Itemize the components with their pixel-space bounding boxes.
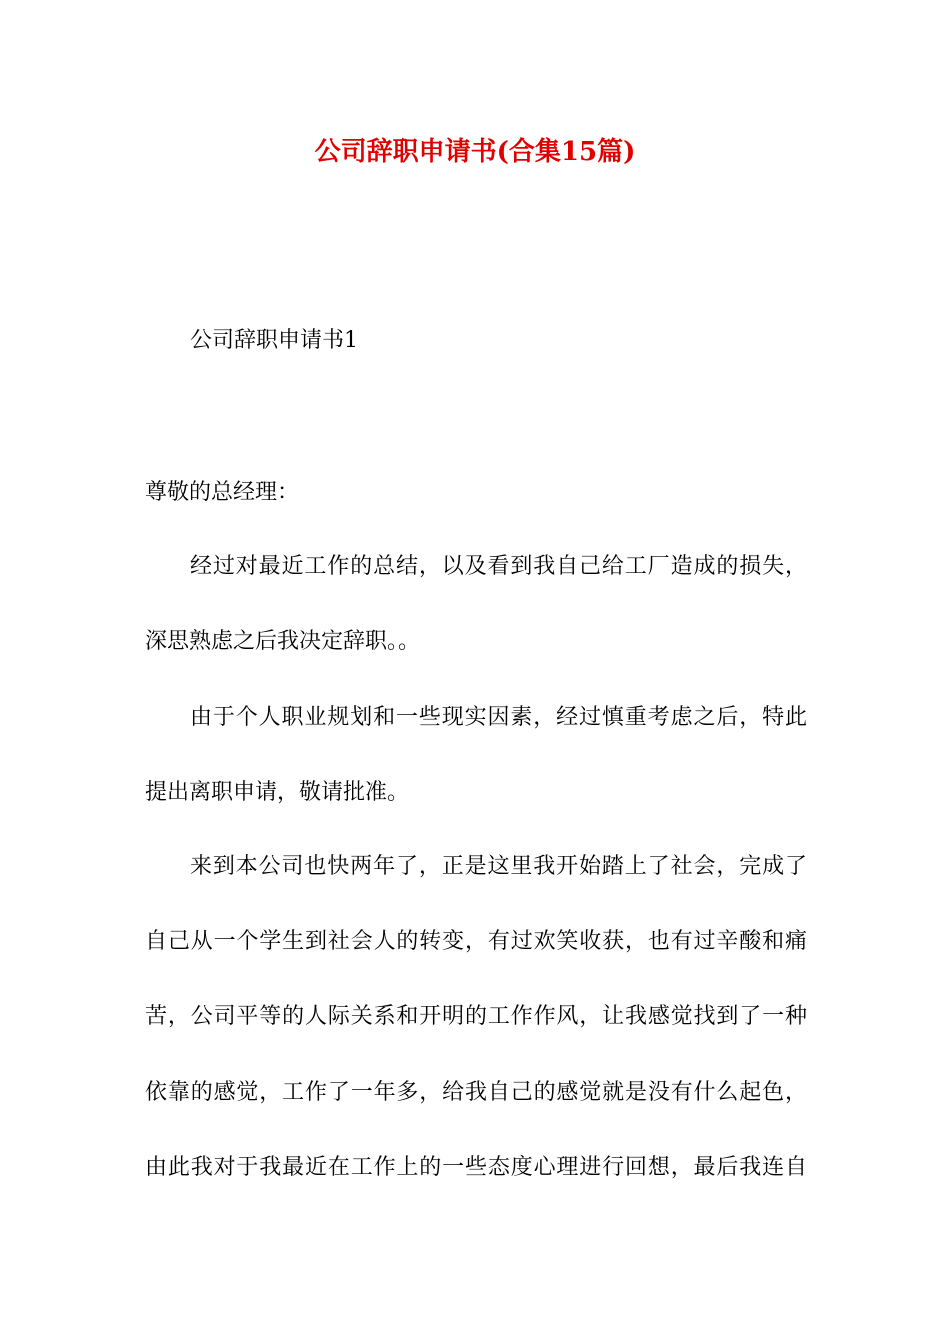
paragraph-3-line-4: 依靠的感觉，工作了一年多，给我自己的感觉就是没有什么起色， (145, 1080, 807, 1105)
document-title: 公司辞职申请书(合集15篇) (314, 137, 636, 167)
paragraph-1-line-2: 深思熟虑之后我决定辞职。。 (145, 629, 421, 654)
paragraph-3-line-3: 苦，公司平等的人际关系和开明的工作作风，让我感觉找到了一种 (145, 1004, 807, 1029)
section-heading: 公司辞职申请书1 (190, 328, 358, 353)
paragraph-1-line-1: 经过对最近工作的总结，以及看到我自己给工厂造成的损失， (190, 554, 807, 579)
paragraph-2-line-2: 提出离职申请，敬请批准。 (145, 780, 410, 805)
paragraph-2-line-1: 由于个人职业规划和一些现实因素，经过慎重考虑之后，特此 (190, 705, 807, 730)
paragraph-3-line-1: 来到本公司也快两年了，正是这里我开始踏上了社会，完成了 (190, 854, 807, 879)
paragraph-3-line-2: 自己从一个学生到社会人的转变，有过欢笑收获，也有过辛酸和痛 (145, 929, 807, 954)
paragraph-3-line-5: 由此我对于我最近在工作上的一些态度心理进行回想，最后我连自 (145, 1155, 807, 1180)
salutation: 尊敬的总经理： (145, 480, 300, 505)
